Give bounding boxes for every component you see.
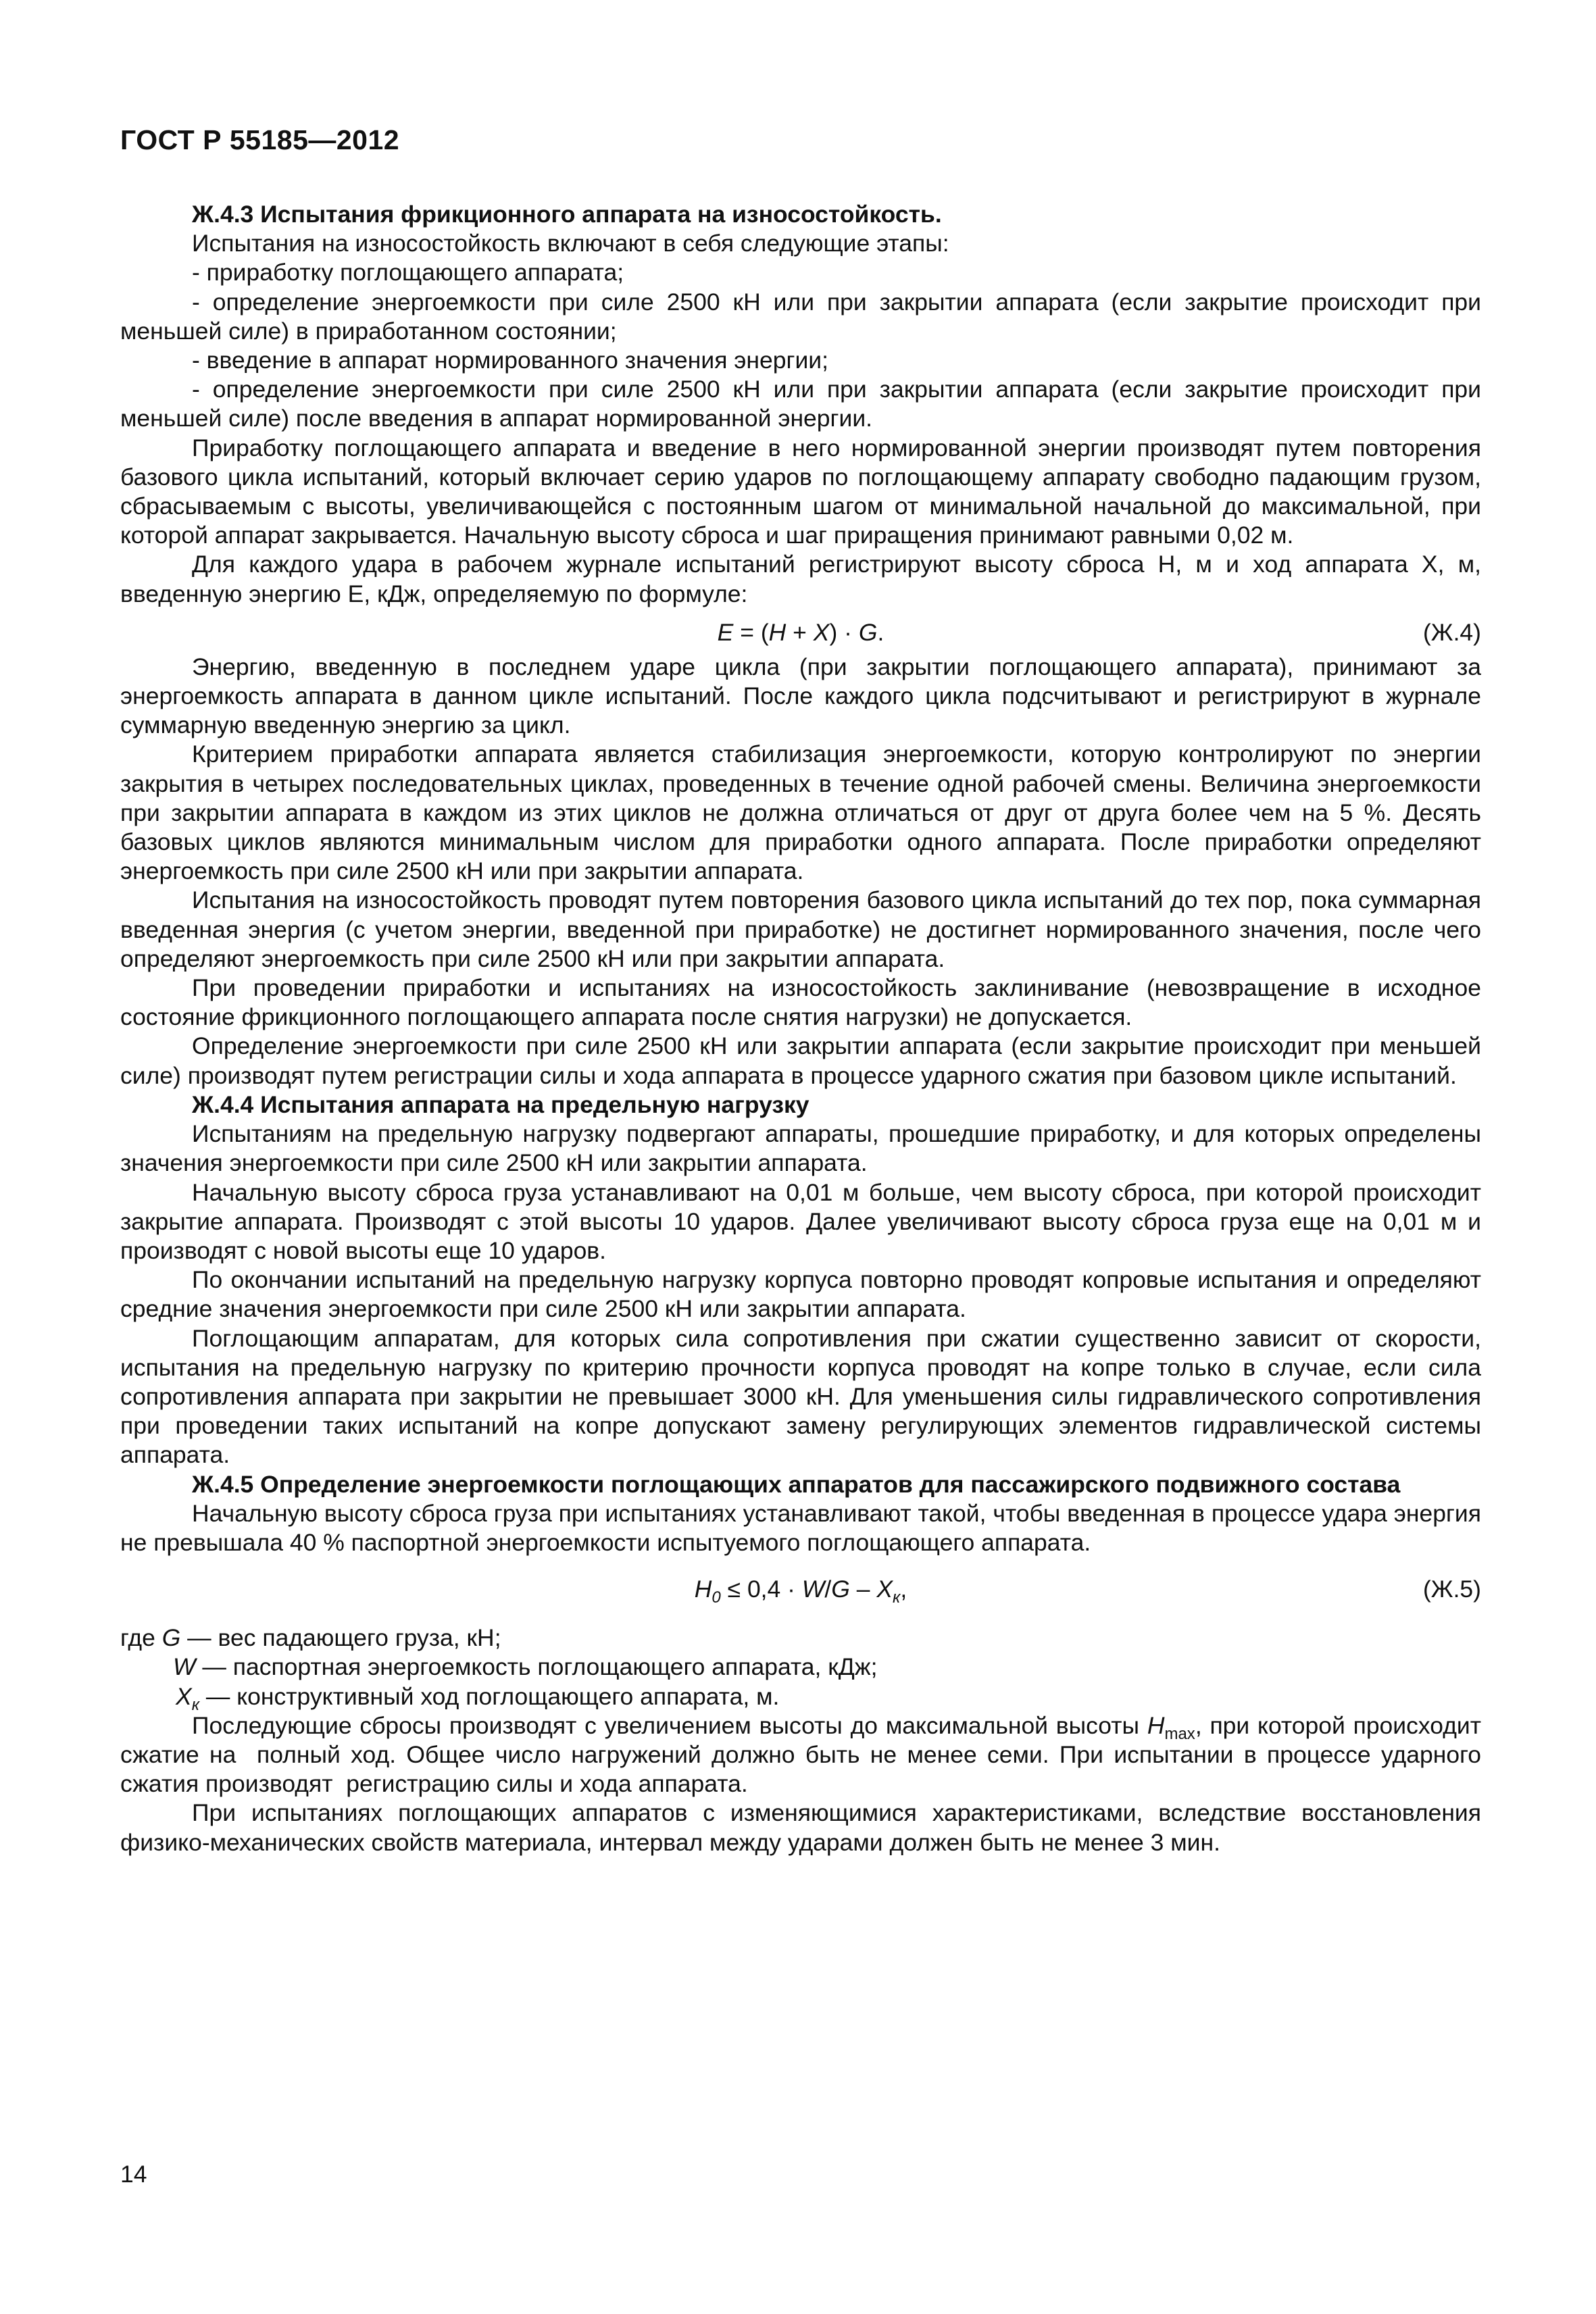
paragraph: Испытаниям на предельную нагрузку подвергают аппараты, прошедшие приработку, и для которых определены значения энергоемкости при силе 2500 кН или закрытии аппарата. xyxy=(120,1120,1481,1177)
definition-g: где G — вес падающего груза, кН; xyxy=(120,1624,501,1652)
paragraph: Критерием приработки аппарата является стабилизация энергоемкости, которую контролируют по энергии закрытия в четырех последовательных циклах, проведенных в течение одной рабочей смены. Величина энергоемкости при закрытии аппарата в каждом из этих циклов не должна отличаться от друг от друга более чем на 5 %. Десять базовых циклов являются минимальным числом для приработки одного аппарата. После приработки определяют энергоемкость при силе 2500 кН или при закрытии аппарата. xyxy=(120,740,1481,885)
paragraph: При проведении приработки и испытаниях на износостойкость заклинивание (невозвращение в исходное состояние фрикционного поглощающего аппарата после снятия нагрузки) не допускается. xyxy=(120,974,1481,1031)
formula-expression: $H_0 \le 0,4 \cdot W/G - X_к$, xyxy=(694,1576,907,1607)
formula-zh5 xyxy=(120,1572,1481,1619)
formula-number: (Ж.4) xyxy=(1422,618,1481,646)
definition-xk: $X_к$ — конструктивный ход поглощающего аппарата, м. xyxy=(176,1682,780,1714)
formula-number: (Ж.5) xyxy=(1422,1576,1481,1603)
paragraph: Испытания на износостойкость включают в себя следующие этапы: xyxy=(192,230,949,257)
paragraph: При испытаниях поглощающих аппаратов с изменяющимися характеристиками, вследствие восстановления физико-механических свойств материала, интервал между ударами должен быть не менее 3 мин. xyxy=(120,1799,1481,1856)
document-header: ГОСТ Р 55185—2012 xyxy=(120,124,400,155)
paragraph: Энергию, введенную в последнем ударе цикла (при закрытии поглощающего аппарата), принимают за энергоемкость аппарата в данном цикле испытаний. После каждого цикла подсчитывают и регистрируют в журнале суммарную введенную энергию за цикл. xyxy=(120,653,1481,739)
formula-zh4 xyxy=(120,611,1481,653)
formula-expression: E = (H + X) · G. xyxy=(717,618,884,646)
paragraph: Испытания на износостойкость проводят путем повторения базового цикла испытаний до тех пор, пока суммарная введенная энергия (с учетом энергии, введенной при приработке) не достигнет нормированного значения, после чего определяют энергоемкость при силе 2500 кН или при закрытии аппарата. xyxy=(120,886,1481,972)
paragraph: По окончании испытаний на предельную нагрузку корпуса повторно проводят копровые испытания и определяют средние значения энергоемкости при силе 2500 кН или закрытии аппарата. xyxy=(120,1266,1481,1323)
section-heading-zh44: Ж.4.4 Испытания аппарата на предельную нагрузку xyxy=(192,1090,809,1118)
page-number: 14 xyxy=(120,2161,147,2188)
definition-w: W — паспортная энергоемкость поглощающего аппарата, кДж; xyxy=(173,1653,878,1681)
formula-definitions xyxy=(120,1624,1481,1714)
paragraph: Начальную высоту сброса груза при испытаниях устанавливают такой, чтобы введенная в процессе удара энергия не превышала 40 % паспортной энергоемкости испытуемого поглощающего аппарата. xyxy=(120,1499,1481,1556)
paragraph: Последующие сбросы производят с увеличением высоты до максимальной высоты $H_{max}$, при которой происходит сжатие на полный ход. Общее число нагружений должно быть не менее семи. При испытании в процессе ударного сжатия производят регистрацию силы и хода аппарата. xyxy=(120,1711,1481,1798)
page-content xyxy=(120,200,1481,1857)
paragraph: Определение энергоемкости при силе 2500 кН или закрытии аппарата (если закрытие происходит при меньшей силе) производят путем регистрации силы и хода аппарата в процессе ударного сжатия при базовом цикле испытаний. xyxy=(120,1032,1481,1089)
paragraph: Приработку поглощающего аппарата и введение в него нормированной энергии производят путем повторения базового цикла испытаний, который включает серию ударов по поглощающему аппарату свободно падающим грузом, сбрасываемым с высоты, увеличивающейся с постоянным шагом от минимальной начальной до максимальной, при которой аппарат закрывается. Начальную высоту сброса и шаг приращения принимают равными 0,02 м. xyxy=(120,434,1481,549)
paragraph: Для каждого удара в рабочем журнале испытаний регистрируют высоту сброса H, м и ход аппарата X, м, введенную энергию E, кДж, определяемую по формуле: xyxy=(120,551,1481,607)
paragraph: Начальную высоту сброса груза устанавливают на 0,01 м больше, чем высоту сброса, при которой происходит закрытие аппарата. Производят с этой высоты 10 ударов. Далее увеличивают высоту сброса груза еще на 0,01 м и производят с новой высоты еще 10 ударов. xyxy=(120,1178,1481,1264)
list-item: - введение в аппарат нормированного значения энергии; xyxy=(192,347,828,374)
section-heading-zh45: Ж.4.5 Определение энергоемкости поглощающих аппаратов для пассажирского подвижного состава xyxy=(192,1470,1401,1498)
list-item: - приработку поглощающего аппарата; xyxy=(192,259,624,286)
section-heading-zh43: Ж.4.3 Испытания фрикционного аппарата на износостойкость. xyxy=(192,201,942,228)
list-item: - определение энергоемкости при силе 2500 кН или при закрытии аппарата (если закрытие происходит при меньшей силе) в приработанном состоянии; xyxy=(120,288,1481,345)
list-item: - определение энергоемкости при силе 2500 кН или при закрытии аппарата (если закрытие происходит при меньшей силе) после введения в аппарат нормированной энергии. xyxy=(120,376,1481,432)
paragraph: Поглощающим аппаратам, для которых сила сопротивления при сжатии существенно зависит от скорости, испытания на предельную нагрузку по критерию прочности корпуса проводят на копре только в случае, если сила сопротивления аппарата при закрытии не превышает 3000 кН. Для уменьшения силы гидравлического сопротивления при проведении таких испытаний на копре допускают замену регулирующих элементов гидравлической системы аппарата. xyxy=(120,1324,1481,1469)
